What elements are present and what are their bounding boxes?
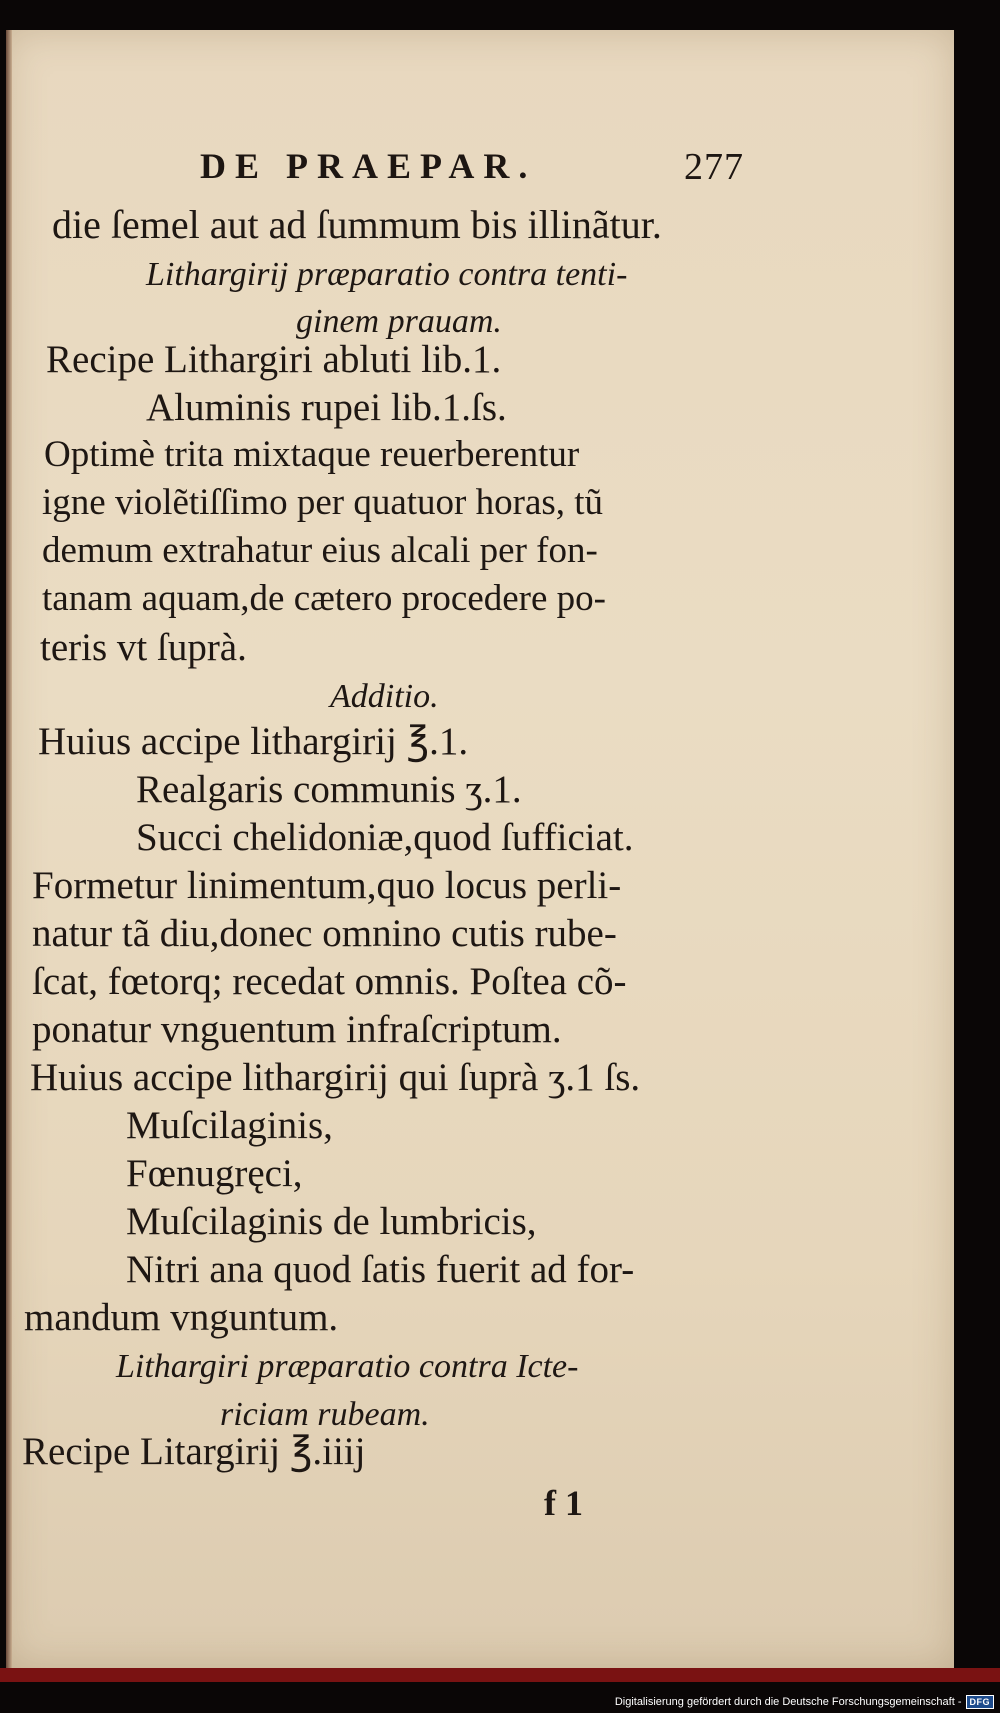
signature-mark: f 1 <box>544 1483 583 1523</box>
text-line: igne violẽtiſſimo per quatuor horas, tũ <box>42 482 604 523</box>
text-line: Recipe Lithargiri abluti lib.1. <box>46 338 502 381</box>
text-line: Huius accipe lithargirij qui ſuprà ʒ.1 ſs. <box>30 1056 641 1099</box>
section-heading: Additio. <box>330 678 439 715</box>
text-line: die ſemel aut ad ſummum bis illinãtur. <box>52 202 662 247</box>
text-line: Huius accipe lithargirij ℥.1. <box>38 720 469 763</box>
dfg-logo-icon: DFG <box>966 1695 995 1709</box>
text-line: tanam aquam,de cætero procedere po- <box>42 578 606 619</box>
text-line: Succi chelidoniæ,quod ſufficiat. <box>136 816 634 859</box>
credit-text: Digitalisierung gefördert durch die Deutsche Forschungsgemeinschaft - <box>614 1696 962 1708</box>
section-heading: Lithargirij præparatio contra tenti- <box>146 256 628 293</box>
text-line: ponatur vnguentum infraſcriptum. <box>32 1008 562 1051</box>
section-heading: Lithargiri præparatio contra Icte- <box>116 1348 579 1385</box>
text-line: Nitri ana quod ſatis fuerit ad for- <box>126 1248 635 1291</box>
page-edge-strip <box>0 1668 1000 1682</box>
text-line: Muſcilaginis, <box>126 1104 333 1147</box>
text-line: natur tã diu,donec omnino cutis rube- <box>32 912 617 955</box>
section-heading: ginem prauam. <box>296 303 502 340</box>
text-line: mandum vnguntum. <box>24 1296 339 1339</box>
text-line: Formetur linimentum,quo locus perli- <box>32 864 622 907</box>
text-line: Optimè trita mixtaque reuerberentur <box>44 434 580 475</box>
text-line: Fœnugręci, <box>126 1152 303 1195</box>
page-number: 277 <box>684 146 744 188</box>
text-line: Aluminis rupei lib.1.ſs. <box>146 386 507 429</box>
digitization-credit <box>615 1695 994 1709</box>
text-line: teris vt ſuprà. <box>40 626 247 669</box>
text-line: demum extrahatur eius alcali per fon- <box>42 530 598 571</box>
text-line: Recipe Litargirij ℥.iiij <box>22 1430 366 1473</box>
text-line: ſcat, fœtorq; recedat omnis. Poſtea cõ- <box>32 960 627 1003</box>
page-header <box>0 145 1000 195</box>
section-heading: riciam rubeam. <box>220 1396 430 1433</box>
text-line: Realgaris communis ʒ.1. <box>136 768 522 811</box>
text-line: Muſcilaginis de lumbricis, <box>126 1200 537 1243</box>
running-title: DE PRAEPAR. <box>200 146 537 186</box>
